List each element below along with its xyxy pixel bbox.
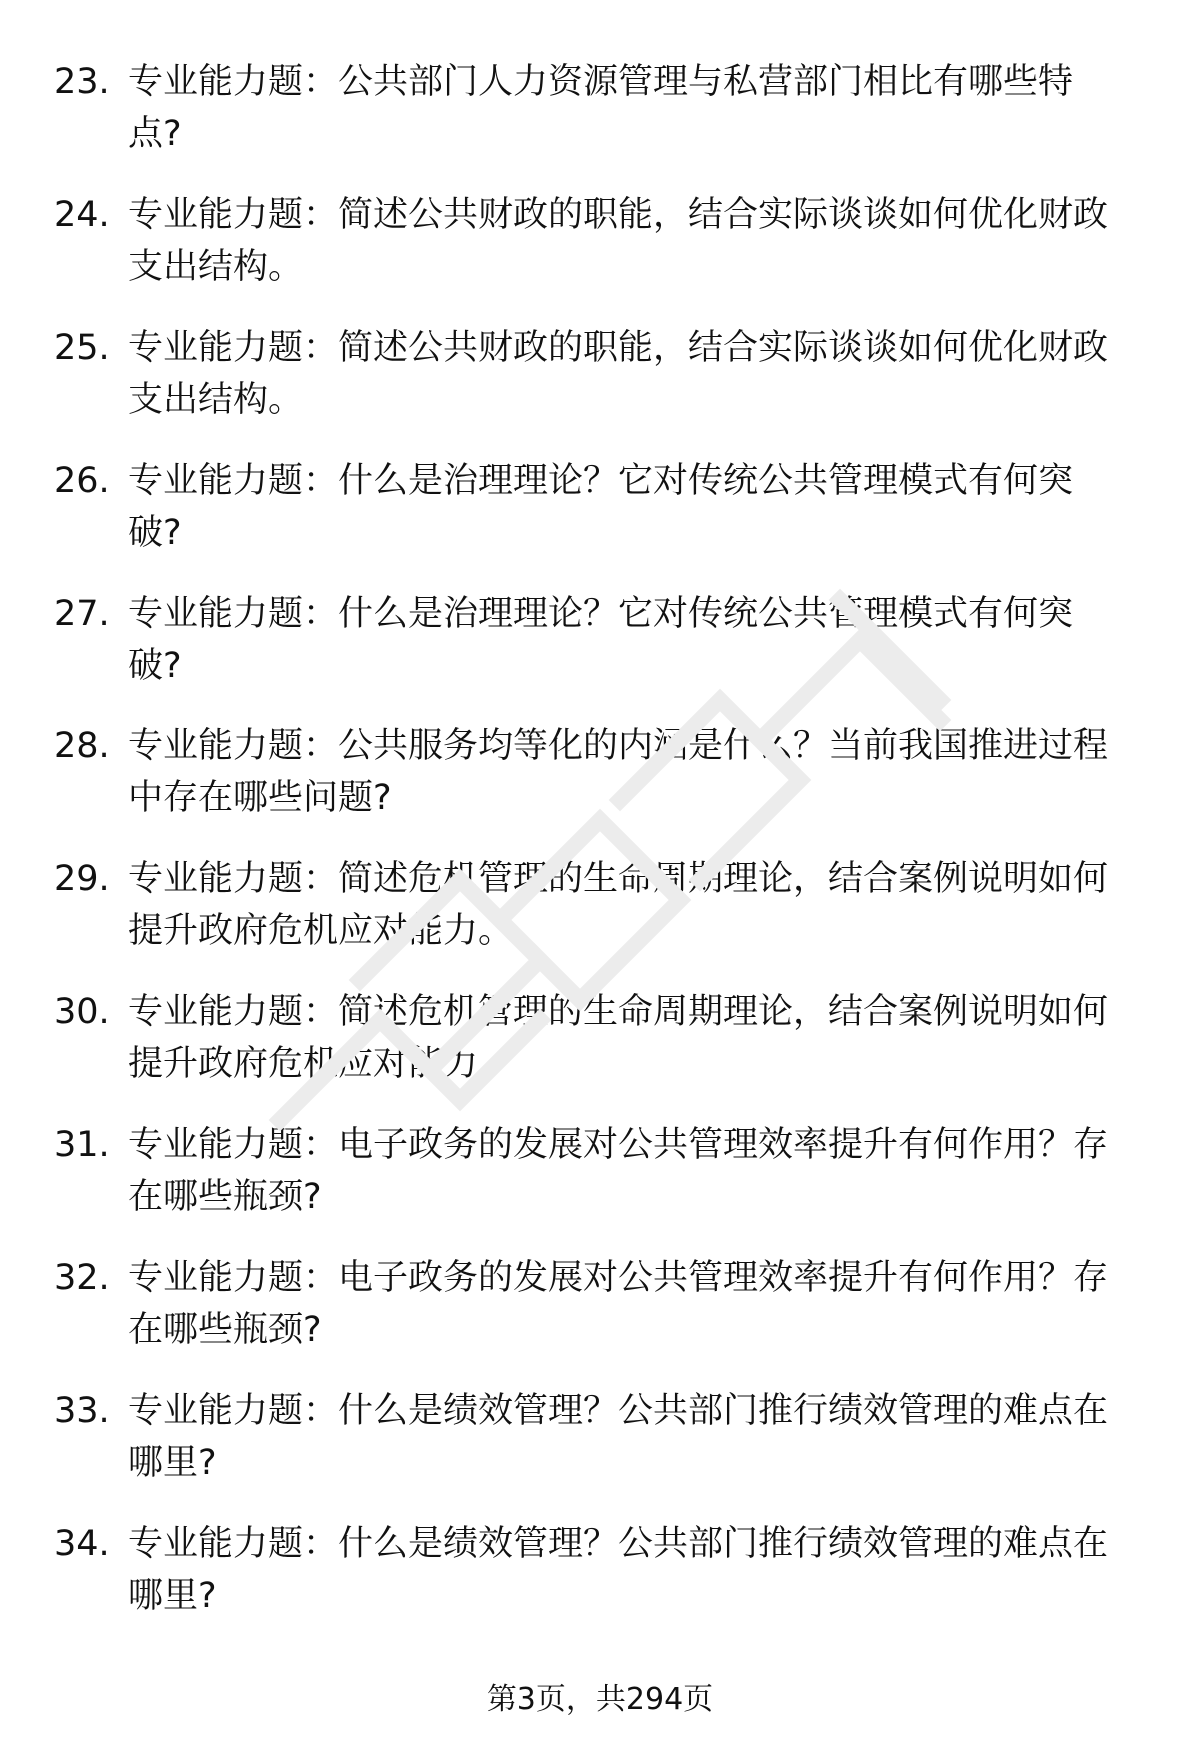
question-item-31: [0, 1119, 1200, 1239]
question-text: [128, 720, 1138, 824]
question-item-29: [0, 853, 1200, 973]
question-text-line: 在哪些瓶颈?: [128, 1177, 322, 1217]
question-number: 33.: [54, 1391, 110, 1431]
question-number: 27.: [54, 594, 110, 634]
question-text-line: 提升政府危机应对能力。: [128, 1044, 514, 1084]
question-text: [128, 322, 1138, 426]
question-item-25: [0, 322, 1200, 442]
question-text-line: 专业能力题：什么是绩效管理？公共部门推行绩效管理的难点在: [128, 1391, 1109, 1431]
question-text-line: 专业能力题：电子政务的发展对公共管理效率提升有何作用？存: [128, 1258, 1109, 1298]
question-text: [128, 588, 1138, 692]
question-text: [128, 1252, 1138, 1356]
question-number: 34.: [54, 1524, 110, 1564]
question-number: 24.: [54, 195, 110, 235]
question-number: 32.: [54, 1258, 110, 1298]
question-text-line: 专业能力题：简述公共财政的职能，结合实际谈谈如何优化财政: [128, 195, 1109, 235]
question-text: [128, 455, 1138, 559]
question-text-line: 专业能力题：公共部门人力资源管理与私营部门相比有哪些特: [128, 62, 1074, 102]
question-text-line: 支出结构。: [128, 247, 304, 287]
question-text-line: 专业能力题：什么是绩效管理？公共部门推行绩效管理的难点在: [128, 1524, 1109, 1564]
question-text-line: 哪里?: [128, 1443, 217, 1483]
question-number: 29.: [54, 859, 110, 899]
question-text-line: 专业能力题：电子政务的发展对公共管理效率提升有何作用？存: [128, 1125, 1109, 1165]
question-text-line: 哪里?: [128, 1576, 217, 1616]
question-text: [128, 1385, 1138, 1489]
question-item-34: [0, 1518, 1200, 1638]
question-text-line: 专业能力题：公共服务均等化的内涵是什么？当前我国推进过程: [128, 726, 1109, 766]
question-item-28: [0, 720, 1200, 840]
question-text-line: 破?: [128, 646, 182, 686]
question-text-line: 专业能力题：简述公共财政的职能，结合实际谈谈如何优化财政: [128, 328, 1109, 368]
question-text-line: 支出结构。: [128, 380, 304, 420]
question-text-line: 破?: [128, 513, 182, 553]
question-text: [128, 56, 1138, 160]
question-text: [128, 853, 1138, 957]
question-text-line: 专业能力题：简述危机管理的生命周期理论，结合案例说明如何: [128, 992, 1109, 1032]
question-number: 26.: [54, 461, 110, 501]
question-number: 23.: [54, 62, 110, 102]
question-text-line: 点?: [128, 114, 182, 154]
question-item-30: [0, 986, 1200, 1106]
question-item-33: [0, 1385, 1200, 1505]
question-number: 30.: [54, 992, 110, 1032]
question-item-24: [0, 189, 1200, 309]
question-text-line: 提升政府危机应对能力。: [128, 911, 514, 951]
question-text: [128, 1518, 1138, 1622]
question-item-32: [0, 1252, 1200, 1372]
question-text-line: 专业能力题：什么是治理理论？它对传统公共管理模式有何突: [128, 594, 1074, 634]
question-text: [128, 986, 1138, 1090]
question-text: [128, 1119, 1138, 1223]
question-text-line: 专业能力题：什么是治理理论？它对传统公共管理模式有何突: [128, 461, 1074, 501]
question-item-27: [0, 588, 1200, 708]
question-number: 31.: [54, 1125, 110, 1165]
question-text: [128, 189, 1138, 293]
question-number: 28.: [54, 726, 110, 766]
question-text-line: 在哪些瓶颈?: [128, 1310, 322, 1350]
page-footer: 第3页，共294页: [486, 1682, 714, 1717]
question-item-26: [0, 455, 1200, 575]
question-text-line: 专业能力题：简述危机管理的生命周期理论，结合案例说明如何: [128, 859, 1109, 899]
question-text-line: 中存在哪些问题?: [128, 778, 392, 818]
question-item-23: [0, 56, 1200, 176]
question-number: 25.: [54, 328, 110, 368]
